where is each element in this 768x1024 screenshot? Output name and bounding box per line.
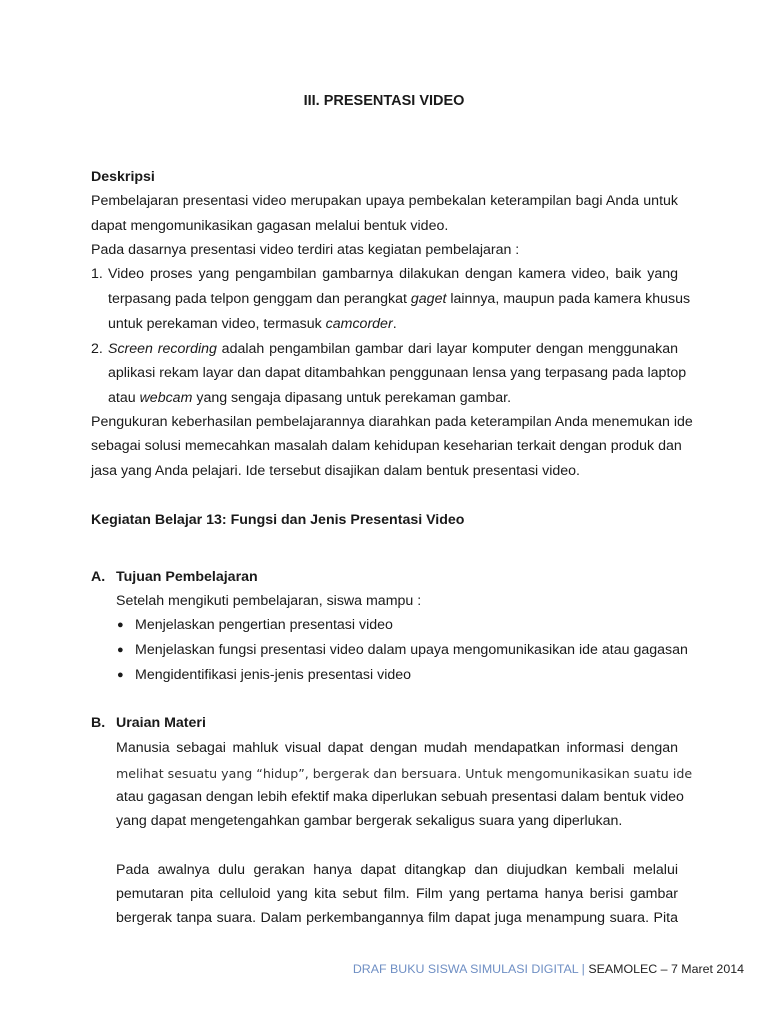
- item1-line2-a: terpasang pada telpon genggam dan perangkat: [108, 291, 411, 307]
- section-b-heading: Uraian Materi: [116, 715, 206, 731]
- deskripsi-p3-line2: sebagai solusi memecahkan masalah dalam kehidupan keseharian terkait dengan produk dan: [91, 438, 682, 454]
- item1-line3: [108, 316, 678, 333]
- bullet-item-2: Menjelaskan fungsi presentasi video dalam upaya mengomunikasikan ide atau gagasan: [135, 642, 688, 658]
- item2-line1: [108, 341, 678, 358]
- section-b-p1-line1: Manusia sebagai mahluk visual dapat dengan mudah mendapatkan informasi dengan: [116, 740, 678, 756]
- section-b-p2-line3: bergerak tanpa suara. Dalam perkembangannya film dapat juga menampung suara. Pita: [116, 910, 678, 926]
- list-number-1: 1.: [91, 266, 103, 282]
- section-b-p1-line2: melihat sesuatu yang “hidup”, bergerak dan bersuara. Untuk mengomunikasikan suatu ide: [116, 766, 693, 781]
- bullet-icon: ●: [117, 619, 124, 631]
- deskripsi-p3-line1: Pengukuran keberhasilan pembelajarannya diarahkan pada keterampilan Anda menemukan ide: [91, 414, 693, 430]
- section-b-letter: B.: [91, 715, 106, 731]
- bullet-icon: ●: [117, 669, 124, 681]
- item2-line2: aplikasi rekam layar dan dapat ditambahkan penggunaan lensa yang terpasang pada laptop: [108, 365, 687, 381]
- item1-line2-em: gaget: [410, 291, 447, 307]
- footer-separator: |: [578, 962, 589, 976]
- chapter-title: III. PRESENTASI VIDEO: [303, 93, 465, 109]
- item2-line3: [108, 390, 678, 407]
- item1-line1: Video proses yang pengambilan gambarnya dilakukan dengan kamera video, baik yang: [108, 266, 678, 282]
- item1-line2-b: lainnya, maupun pada kamera khusus: [446, 291, 691, 307]
- footer-book-title: DRAF BUKU SISWA SIMULASI DIGITAL: [352, 962, 579, 976]
- kegiatan-heading: Kegiatan Belajar 13: Fungsi dan Jenis Presentasi Video: [91, 512, 465, 528]
- section-a-intro: Setelah mengikuti pembelajaran, siswa mampu :: [116, 593, 422, 609]
- section-b-p2-line2: pemutaran pita celluloid yang kita sebut film. Film yang pertama hanya berisi gambar: [116, 886, 678, 902]
- deskripsi-p1-line2: dapat mengomunikasikan gagasan melalui bentuk video.: [91, 218, 449, 234]
- deskripsi-p2: Pada dasarnya presentasi video terdiri atas kegiatan pembelajaran :: [91, 242, 520, 258]
- section-b-p2-line1: Pada awalnya dulu gerakan hanya dapat ditangkap dan diujudkan kembali melalui: [116, 862, 678, 878]
- section-b-p1-line3: atau gagasan dengan lebih efektif maka diperlukan sebuah presentasi dalam bentuk video: [116, 789, 684, 805]
- item2-line1-b: adalah pengambilan gambar dari layar komputer dengan menggunakan: [216, 341, 678, 357]
- section-a-heading: Tujuan Pembelajaran: [116, 569, 258, 585]
- item2-line3-b: yang sengaja dipasang untuk perekaman gambar.: [192, 390, 512, 406]
- item1-line3-b: .: [392, 316, 397, 332]
- item2-line1-em: Screen recording: [108, 341, 217, 357]
- section-b-p1-line4: yang dapat mengetengahkan gambar bergerak sekaligus suara yang diperlukan.: [116, 813, 623, 829]
- deskripsi-heading: Deskripsi: [91, 169, 155, 185]
- deskripsi-p1-line1: Pembelajaran presentasi video merupakan upaya pembekalan keterampilan bagi Anda untuk: [91, 193, 678, 209]
- bullet-item-1: Menjelaskan pengertian presentasi video: [135, 617, 393, 633]
- bullet-icon: ●: [117, 644, 124, 656]
- footer-publisher-date: SEAMOLEC – 7 Maret 2014: [588, 962, 744, 976]
- page-footer: [353, 962, 744, 976]
- section-a-letter: A.: [91, 569, 106, 585]
- item1-line3-em: camcorder: [325, 316, 393, 332]
- item2-line3-em: webcam: [139, 390, 193, 406]
- item1-line3-a: untuk perekaman video, termasuk: [108, 316, 326, 332]
- item2-line3-a: atau: [108, 390, 140, 406]
- deskripsi-p3-line3: jasa yang Anda pelajari. Ide tersebut disajikan dalam bentuk presentasi video.: [91, 463, 580, 479]
- bullet-item-3: Mengidentifikasi jenis-jenis presentasi video: [135, 667, 412, 683]
- list-number-2: 2.: [91, 341, 103, 357]
- item1-line2: [108, 291, 691, 308]
